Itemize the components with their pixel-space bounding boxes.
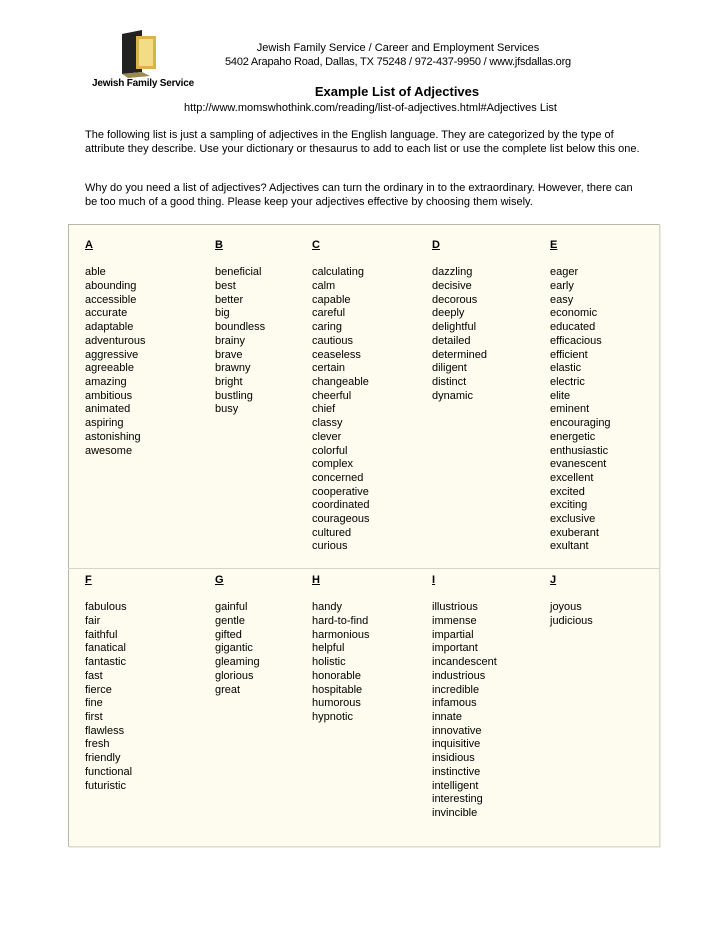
adjective-item: hospitable [312, 683, 363, 696]
adjective-item: faithful [85, 628, 118, 641]
adjective-item: fabulous [85, 601, 127, 614]
adjective-item: exciting [550, 499, 588, 512]
adjective-item: calm [312, 280, 336, 293]
row-divider [68, 568, 660, 569]
adjective-item: innovative [432, 724, 482, 737]
adjective-item: brainy [215, 334, 245, 347]
adjective-item: classy [312, 417, 343, 430]
adjective-item: brawny [215, 362, 251, 375]
logo-text: Jewish Family Service [92, 78, 194, 89]
adjective-item: exuberant [550, 526, 599, 539]
adjective-item: futuristic [85, 779, 126, 792]
adjective-item: busy [215, 403, 239, 416]
adjective-item: gifted [215, 628, 242, 641]
adjective-item: cultured [312, 526, 352, 539]
adjective-item: fantastic [85, 656, 126, 669]
adjective-item: detailed [432, 334, 471, 347]
adjective-item: economic [550, 307, 598, 320]
adjective-item: big [215, 307, 230, 320]
adjective-item: curious [312, 540, 348, 553]
column-heading: I [432, 574, 436, 586]
adjective-item: great [215, 683, 241, 696]
letter-column-b [215, 239, 265, 417]
adjective-item: innate [432, 711, 462, 723]
adjective-item: coordinated [312, 499, 370, 512]
column-heading: G [215, 574, 224, 586]
letter-column-j [550, 574, 593, 629]
adjective-item: awesome [85, 444, 133, 457]
adjective-item: cautious [312, 334, 353, 347]
adjective-item: fair [85, 615, 101, 628]
column-heading: D [432, 239, 440, 251]
adjective-item: aspiring [85, 417, 124, 430]
adjective-item: exclusive [550, 513, 596, 526]
adjective-item: instinctive [432, 765, 481, 778]
adjective-item: gigantic [215, 642, 253, 655]
organization-address: 5402 Arapaho Road, Dallas, TX 75248 / 972-437-9950 / www.jfsdallas.org [225, 56, 571, 68]
column-heading: A [85, 239, 93, 251]
adjective-item: elastic [550, 362, 582, 375]
adjective-item: energetic [550, 430, 596, 443]
column-heading: J [550, 574, 557, 586]
letter-column-g [215, 574, 260, 697]
adjective-item: inquisitive [432, 738, 481, 751]
adjective-item: best [215, 280, 236, 293]
adjective-item: gentle [215, 615, 245, 628]
adjective-item: encouraging [550, 417, 611, 430]
adjective-item: harmonious [312, 628, 370, 641]
adjective-item: early [550, 280, 574, 293]
adjective-item: fast [85, 669, 103, 682]
adjective-item: elite [550, 389, 571, 402]
adjective-item: judicious [550, 615, 593, 628]
adjective-item: adventurous [85, 334, 146, 347]
column-heading: C [312, 239, 320, 251]
adjective-item: industrious [432, 669, 486, 682]
adjective-item: accessible [85, 293, 137, 306]
column-heading: B [215, 239, 223, 251]
adjective-item: electric [550, 376, 585, 388]
letter-column-d [432, 239, 487, 403]
source-url: http://www.momswhothink.com/reading/list-of-adjectives.html#Adjectives List [184, 102, 557, 114]
adjective-item: animated [85, 403, 131, 416]
adjective-item: able [85, 266, 106, 279]
letter-column-h [312, 574, 369, 725]
intro-paragraph-2: Why do you need a list of adjectives? Adjectives can turn the ordinary in to the extraordinary. However, there can be too much of a good thing. Please keep your adjectives effective by choosing them wisely. [85, 182, 633, 208]
adjective-item: dynamic [432, 389, 473, 402]
adjective-item: aggressive [85, 348, 139, 361]
adjective-item: cheerful [312, 389, 352, 402]
column-heading: F [85, 574, 92, 586]
adjective-item: friendly [85, 752, 121, 765]
letter-column-a [85, 239, 146, 458]
adjective-item: incandescent [432, 656, 497, 669]
adjective-item: holistic [312, 656, 346, 669]
adjective-item: handy [312, 601, 342, 614]
adjective-item: humorous [312, 697, 361, 710]
letter-column-f [85, 574, 132, 793]
letter-column-e [550, 239, 611, 554]
adjective-item: cooperative [312, 485, 369, 498]
adjective-item: easy [550, 293, 574, 306]
organization-name: Jewish Family Service / Career and Employment Services [256, 42, 540, 54]
adjective-item: educated [550, 321, 596, 334]
adjective-item: clever [312, 430, 342, 443]
letter-column-i [432, 574, 497, 821]
letter-column-c [312, 239, 370, 554]
adjective-item: important [432, 642, 478, 655]
adjective-item: amazing [85, 376, 127, 388]
adjective-item: astonishing [85, 430, 141, 443]
column-heading: H [312, 574, 320, 586]
adjective-item: colorful [312, 444, 348, 457]
adjective-item: ceaseless [312, 348, 361, 361]
adjective-item: changeable [312, 376, 369, 388]
adjective-item: certain [312, 362, 346, 375]
adjective-item: exultant [550, 540, 589, 553]
adjective-item: calculating [312, 266, 364, 279]
adjective-item: adaptable [85, 321, 134, 334]
adjective-item: brave [215, 348, 243, 361]
adjective-item: bright [215, 376, 243, 388]
adjective-item: determined [432, 348, 488, 361]
adjective-item: efficient [550, 348, 588, 361]
adjective-item: capable [312, 293, 351, 306]
adjective-item: accurate [85, 307, 128, 320]
adjective-item: flawless [85, 724, 125, 737]
adjective-item: eager [550, 266, 579, 279]
adjective-item: fresh [85, 738, 110, 751]
adjective-item: courageous [312, 513, 370, 526]
adjective-item: honorable [312, 669, 361, 682]
adjective-item: illustrious [432, 601, 478, 614]
adjective-item: interesting [432, 793, 483, 806]
adjective-item: concerned [312, 471, 364, 484]
adjective-item: boundless [215, 321, 266, 334]
adjective-item: invincible [432, 806, 478, 819]
adjective-item: bustling [215, 389, 253, 402]
adjective-item: excited [550, 485, 585, 498]
adjective-item: efficacious [550, 334, 602, 347]
adjective-item: functional [85, 765, 133, 778]
adjective-item: fanatical [85, 642, 126, 655]
adjective-item: incredible [432, 683, 480, 696]
adjective-item: fierce [85, 683, 112, 696]
adjective-item: better [215, 293, 244, 306]
adjective-item: distinct [432, 376, 467, 388]
adjective-item: abounding [85, 280, 137, 293]
adjective-item: hypnotic [312, 711, 353, 723]
adjective-item: intelligent [432, 779, 479, 792]
adjective-item: eminent [550, 403, 590, 416]
adjective-item: diligent [432, 362, 467, 375]
adjective-item: fine [85, 697, 103, 710]
adjective-item: hard-to-find [312, 615, 369, 628]
adjective-item: decisive [432, 280, 472, 293]
adjective-item: beneficial [215, 266, 262, 279]
page-title: Example List of Adjectives [314, 84, 480, 99]
adjective-item: insidious [432, 752, 475, 765]
adjective-item: gainful [215, 601, 248, 614]
adjective-item: infamous [432, 697, 477, 710]
adjective-item: dazzling [432, 266, 473, 279]
adjective-item: complex [312, 458, 353, 471]
adjective-item: deeply [432, 307, 465, 320]
adjective-item: careful [312, 307, 346, 320]
adjective-item: joyous [550, 601, 582, 614]
adjective-item: glorious [215, 669, 254, 682]
adjective-item: gleaming [215, 656, 260, 669]
adjective-item: enthusiastic [550, 444, 609, 457]
adjective-item: evanescent [550, 458, 607, 471]
column-heading: E [550, 239, 558, 251]
adjective-item: excellent [550, 471, 594, 484]
adjective-item: helpful [312, 642, 345, 655]
adjective-item: immense [432, 615, 477, 628]
adjective-item: delightful [432, 321, 477, 334]
adjective-item: agreeable [85, 362, 134, 375]
adjective-item: caring [312, 321, 342, 334]
intro-paragraph-1: The following list is just a sampling of adjectives in the English language. They are categorized by the type of attribute they describe. Use your dictionary or thesaurus to add to each list or use the complete list below this one. [85, 129, 640, 155]
adjective-item: ambitious [85, 389, 133, 402]
adjective-item: chief [312, 403, 336, 416]
adjective-item: decorous [432, 293, 478, 306]
adjective-item: first [85, 711, 103, 723]
adjective-item: impartial [432, 628, 474, 641]
